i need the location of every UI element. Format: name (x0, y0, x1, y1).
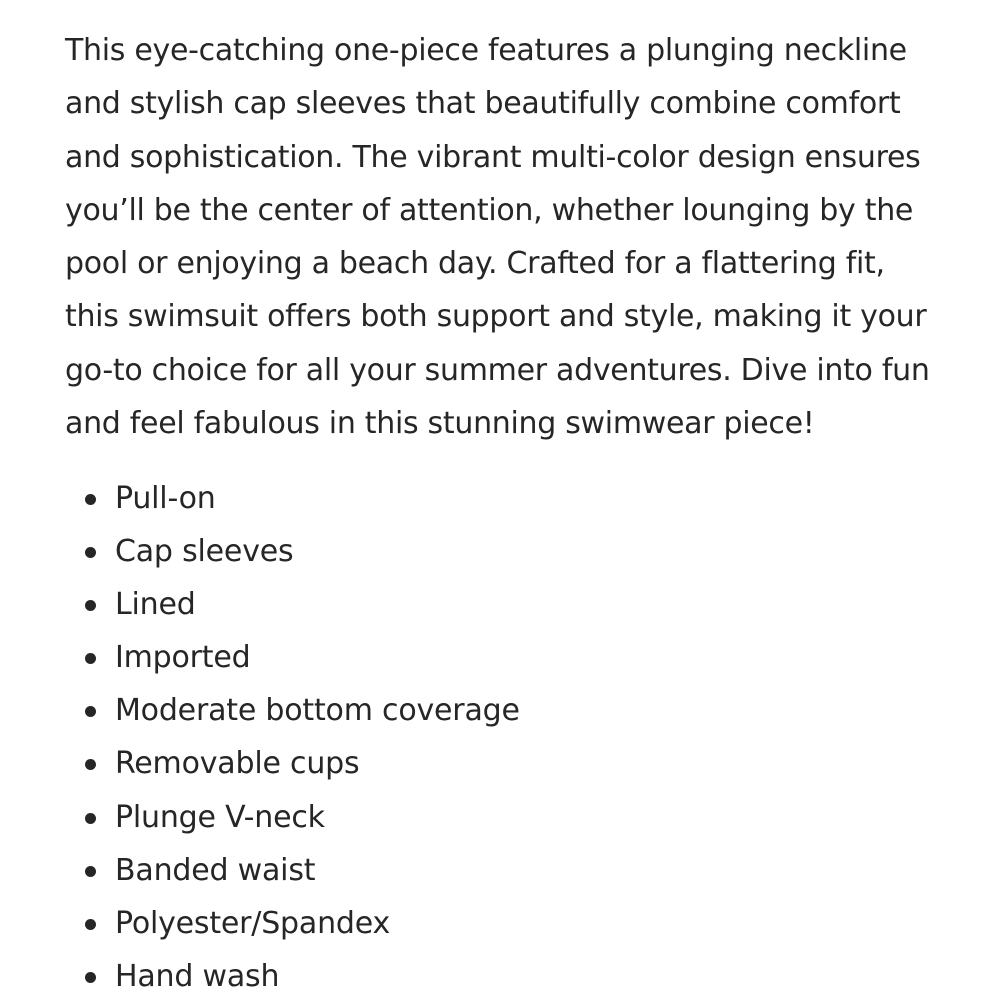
description-line: and sophistication. The vibrant multi-color design ensures (65, 139, 921, 175)
description-line: go-to choice for all your summer adventures. Dive into fun (65, 352, 930, 388)
feature-item (85, 897, 520, 950)
product-description (65, 24, 965, 450)
product-description-section (65, 24, 965, 994)
feature-label: Banded waist (115, 852, 316, 888)
feature-label: Pull-on (115, 481, 216, 516)
feature-item (85, 525, 520, 578)
bullet-icon (85, 600, 96, 611)
feature-item (85, 472, 520, 525)
bullet-icon (85, 972, 96, 983)
feature-label: Moderate bottom coverage (115, 693, 520, 729)
feature-item (85, 684, 520, 737)
feature-item (85, 950, 520, 1003)
feature-label: Imported (115, 640, 251, 676)
bullet-icon (85, 547, 96, 558)
feature-label: Polyester/Spandex (115, 905, 391, 941)
feature-label: Hand wash (115, 958, 280, 994)
feature-label: Removable cups (115, 746, 360, 782)
description-line: you’ll be the center of attention, whether lounging by the (65, 192, 914, 228)
bullet-icon (85, 866, 96, 877)
description-line: and feel fabulous in this stunning swimwear piece! (65, 406, 815, 442)
bullet-icon (85, 759, 96, 770)
description-line: and stylish cap sleeves that beautifully combine comfort (65, 86, 901, 122)
bullet-icon (85, 813, 96, 824)
feature-label: Plunge V-neck (115, 799, 325, 835)
description-line: This eye-catching one-piece features a plunging neckline (65, 33, 907, 68)
bullet-icon (85, 706, 96, 717)
feature-item (85, 791, 520, 844)
feature-item (85, 578, 520, 631)
feature-list (85, 472, 520, 1003)
bullet-icon (85, 653, 96, 664)
bullet-icon (85, 494, 96, 505)
feature-label: Cap sleeves (115, 534, 294, 570)
feature-item (85, 737, 520, 790)
feature-label: Lined (115, 587, 196, 623)
feature-item (85, 631, 520, 684)
bullet-icon (85, 919, 96, 930)
description-line: pool or enjoying a beach day. Crafted for a flattering fit, (65, 246, 885, 282)
feature-item (85, 844, 520, 897)
description-line: this swimsuit offers both support and style, making it your (65, 299, 927, 335)
